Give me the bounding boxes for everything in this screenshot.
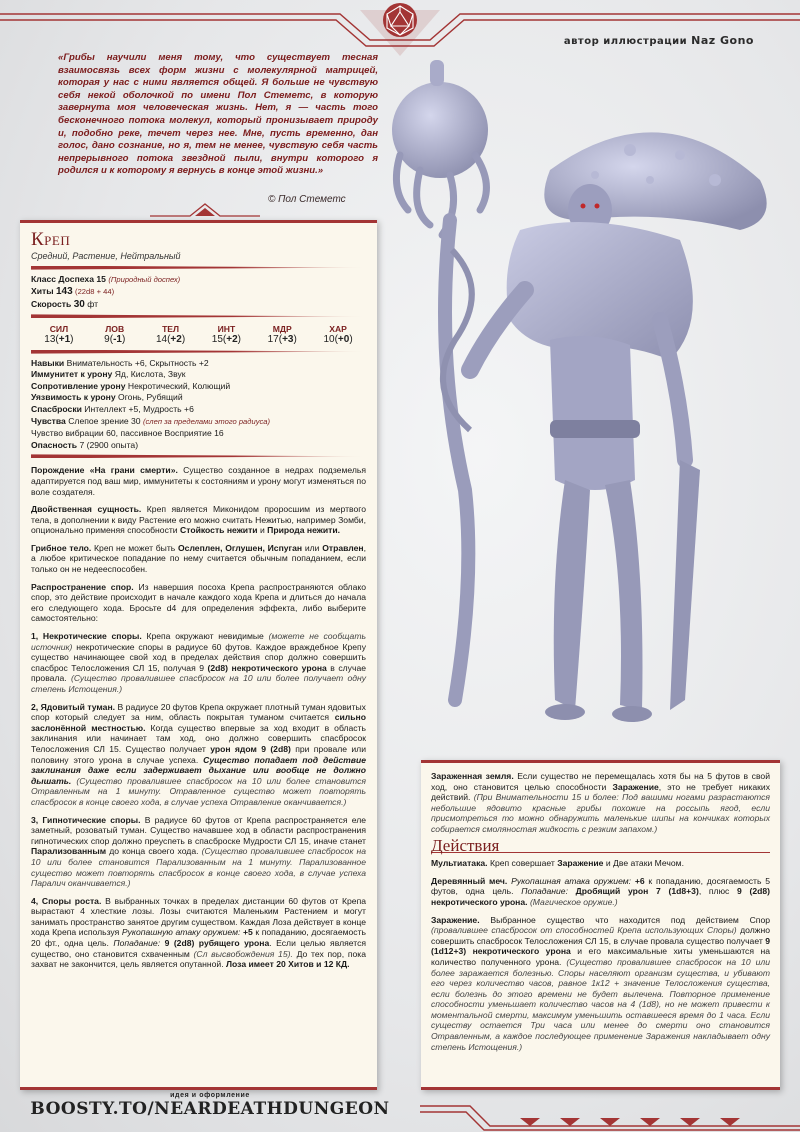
ability-scores [31, 324, 366, 345]
ability-wis: МДР 17(+3) [267, 324, 297, 345]
spore-hypnotic: 3, Гипнотические споры. В радиусе 60 футов от Крепа распространяется еле заметный, розоватый туман. Существо начавшее ход в области распространения гипнотических спор должно преуспеть в спасброске Мудрости СЛ 15, иначе станет Парализованным до конца своего хода. (Существо провалившее спасбросок на 10 или более становится Парализованным на 1 минуту. Парализованное существо может повторять спасбросок в конце своего хода, в случае успеха Паралич оканчивается.) [31, 814, 367, 889]
hit-points: Хиты 143 (22d8 + 44) [31, 286, 115, 298]
monster-meta: Средний, Растение, Нейтральный [31, 251, 181, 261]
ability-dex: ЛОВ 9(-1) [104, 324, 126, 345]
trait-fungal-body: Грибное тело. Креп не может быть Ослеплен, Оглушен, Испуган или Отравлен, а любое критическое попадание по нему считается обычным попаданием, если только он не недееспособен. [31, 542, 367, 575]
footer-link[interactable]: BOOSTY.TO/NEARDEATHDUNGEON [30, 1099, 390, 1119]
illustration-credit: автор иллюстрации Naz Gono [563, 34, 754, 47]
monster-statblock [20, 220, 377, 1090]
actions-statblock [421, 760, 780, 1090]
divider-ornament [150, 198, 260, 220]
monster-name: Креп [31, 229, 71, 250]
damage-resistances: Сопротивление урону Некротический, Колющий [31, 380, 231, 391]
speed: Скорость 30 фт [31, 298, 99, 310]
spore-necrotic: 1, Некротические споры. Крепа окружают невидимые (можете не сообщать источник) некротические споры в радиусе 60 футов. Каждое враждебное Крепу существо начинающее свой ход в пределах действия спор должно совершить спасброс Телосложения СЛ 15, получая 9 (2d8) некротического урона в случае провала. (Существо провалившее спасбросок на 10 или более получает одну степень Истощения.) [31, 631, 367, 694]
quote-author: © Пол Стеметс [268, 194, 346, 205]
skills: Навыки Внимательность +6, Скрытность +2 [31, 357, 209, 368]
ability-str: СИЛ 13(+1) [44, 324, 74, 345]
divider [31, 350, 366, 354]
divider [31, 314, 366, 318]
senses: Чувства Слепое зрение 30 (слеп за пределами этого радиуса) [31, 415, 271, 426]
saving-throws: Спасброски Интеллект +5, Мудрость +6 [31, 403, 194, 414]
divider [31, 266, 366, 270]
senses-extra: Чувство вибрации 60, пассивное Восприятие 16 [31, 428, 224, 439]
ability-cha: ХАР 10(+0) [323, 324, 353, 345]
actions-heading: Действия [431, 841, 770, 854]
spore-poison-fog: 2, Ядовитый туман. В радиусе 20 футов Крепа окружает плотный туман ядовитых спор который следует за ним, область покрытая туманом считается сильно заслонённой местностью. Когда существо впервые за ход входит в область заклинания или начинает там ход, оно должно совершить спасбросок Телосложения СЛ 15. Существо получает урон ядом 9 (2d8) при провале или половину этого урона в случае успеха. Существо попадает под действие заклинания даже если задерживает дыхание или вообще не должно дышать. (Существо провалившее спасбросок на 10 или более становится Отравленным на 1 минуту. Отравленное существо может повторять спасбросок в конце своего хода, в случае успеха Отравление оканчивается.) [31, 701, 366, 807]
armor-class: Класс Доспеха 15 (Природный доспех) [31, 273, 181, 284]
mushroom-creature-illustration [380, 60, 780, 760]
divider [31, 454, 366, 458]
ability-con: ТЕЛ 14(+2) [155, 324, 186, 345]
ability-int: ИНТ 15(+2) [211, 324, 241, 345]
epigraph-quote: «Грибы научили меня тому, что существует тесная взаимосвязь всех форм жизни с молекулярной матрицей, которая у нас с ними является общей. Я больше не чувствую себя некой оболочкой по имени Пол Стеметс, в которую завернута моя человеческая жизнь. Нет, я — часть того бесконечного потока молекул, который пронизывает природу и, подобно реке, течет через нее. Мне, пусть временно, дан голос, дано сознание, но я, тем не менее, чувствую себя часть непрерывного потока звездной пыли, внутри которого я родился и к которому я вернусь в конце этой жизни.» [58, 52, 378, 177]
footer-caption: идея и оформление [170, 1092, 250, 1099]
monster-properties [31, 358, 366, 451]
action-infection: Заражение. Выбранное существо что находится под действием Спор (провалившее спасбросок от способностей Крепа использующих Споры) должно совершить спасбросок Телосложения СЛ 15, в случае провала существо получает 9 (1d12+3) некротического урона и его максимальные хиты уменьшаются на количество полученного урона. (Существо провалившее спасбросок на 10 или более заражается болезнью. Споры населяют организм существа, и убивают его через количество часов, равное 1к12 + значение Телосложения существа, если болезнь до этого времени не будет вылечена. Повторное применение способности уменьшает количество часов на 4 (1d8), но не может привести к моментальной смерти, максимум уменьшить оставшееся время до 1 часа. Если существу остается Три часа или менее до смерти оно становится Отравленным, а каждое последующее применение Заражения накладывает одну степень Истощения.) [431, 914, 771, 1052]
trait-spore-spread: Распространение спор. Из навершия посоха Крепа распространяются облако спор, это действие происходит в начале каждого хода Крепа и длиться до начала его следующего хода. Бросьте d4 для определения эффекта, либо выберите самостоятельно: [31, 581, 366, 624]
damage-immunities: Иммунитет к урону Яд, Кислота, Звук [31, 369, 186, 380]
action-wooden-sword: Деревянный меч. Рукопашная атака оружием: +6 к попаданию, досягаемость 5 футов, одна цель. Попадание: Дробящий урон 7 (1d8+3), плюс 9 (2d8) некротического урона. (Магическое оружие.) [431, 875, 770, 907]
trait-dual-nature: Двойственная сущность. Креп является Миконидом проросшим из мертвого тела, в дополнении к виду Растение его можно считать Нежитью, например Зомби, опционально применяя способности Стойкость нежити и Природа нежити. [31, 504, 367, 536]
trait-infected-ground: Зараженная земля. Если существо не перемещалась хотя бы на 5 футов в свой ход, оно становится целью способности Заражение, это не требует никаких действий. (При Внимательности 15 и более: Под вашими ногами разрастаются небольшие ядовито красные грибы похожие на россыпь ягод, если присмотреться то можно обнаружить маленькие шипы на кончиках которых собирается смоляностая жидкость с резким запахом.) [431, 771, 771, 834]
challenge: Опасность 7 (2900 опыта) [31, 439, 139, 450]
damage-vulnerabilities: Уязвимость к урону Огонь, Рубящий [31, 392, 183, 403]
trait-spawn: Порождение «На грани смерти». Существо созданное в недрах подземелья адаптируется под ваш мир, иммунитеты к состояниям и урону могут изменяться по воле создателя. [31, 465, 366, 497]
spore-growth: 4, Споры роста. В выбранных точках в пределах дистанции 60 футов от Крепа вырастают 4 хлесткие лозы. Лозы считаются Маленьким Растением и могут занимать пространство занятое другим существом. Каждая Лоза действует в конце хода Крепа используя Рукопашную атаку оружием: +5 к попаданию, досягаемость 20 фт., одна цель. Попадание: 9 (2d8) рубящего урона. Если целью является существо, оно становится схваченным (Сл высвобождения 15). До тех пор, пока захват не закончится, цель является опутанной. Лоза имеет 20 Хитов и 12 КД. [31, 895, 367, 970]
footer-credit [0, 1092, 420, 1119]
action-multiattack: Мультиатака. Креп совершает Заражение и Две атаки Мечом. [431, 858, 684, 869]
